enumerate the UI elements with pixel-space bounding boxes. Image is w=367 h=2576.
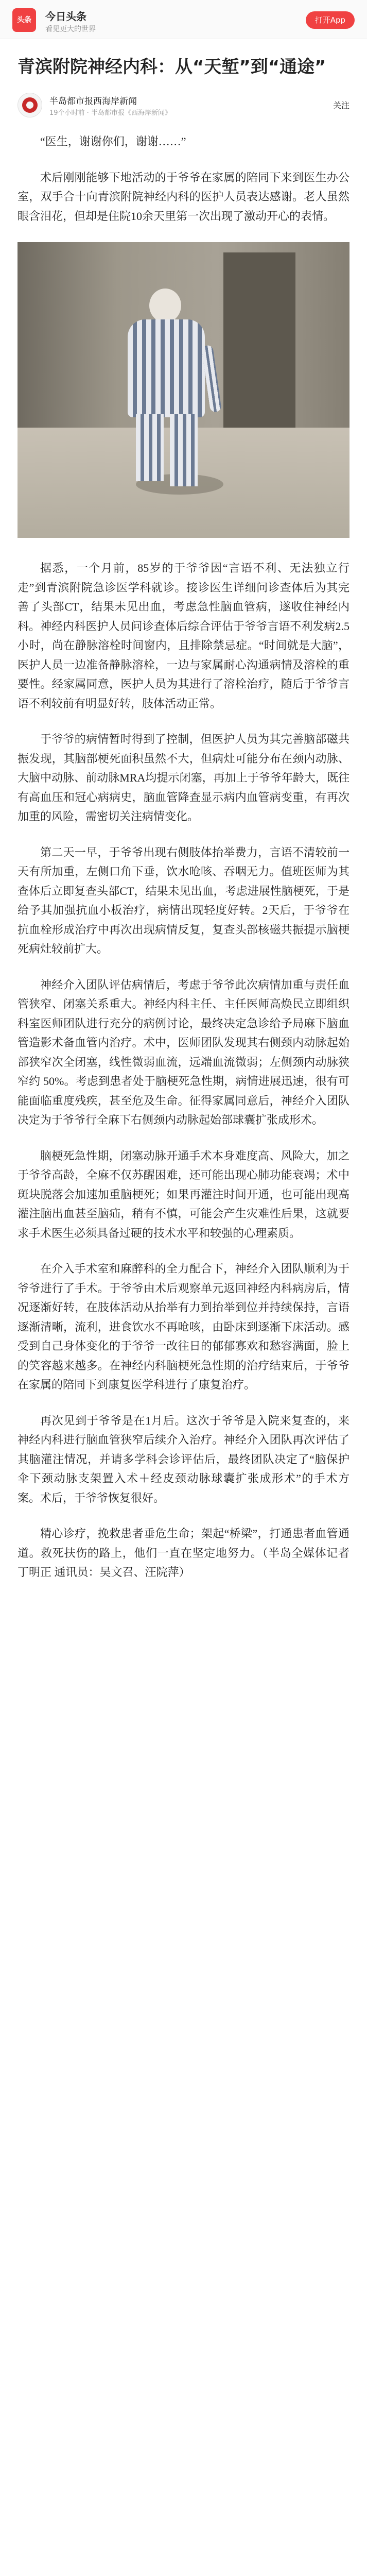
article-paragraph: 在介入手术室和麻醉科的全力配合下，神经介入团队顺利为于爷爷进行了手术。于爷爷由术后观察单元返回神经内科病房后，情况逐渐好转，在肢体活动从抬举有力到抬举到位并持续保持，言语逐渐清晰，流利，进食饮水不再呛咳，由卧床到逐渐下床活动。感受到自己身体变化的于爷爷一改往日的郁郁寡欢和愁容满面，脸上的笑容越来越多。在神经内科脑梗死急性期的治疗结束后，于爷爷在家属的陪同下到康复医学科进行了康复治疗。 bbox=[18, 1262, 349, 1392]
article-paragraph: 第二天一早，于爷爷出现右侧肢体抬举费力，言语不清较前一天有所加重，左侧口角下垂，饮水呛咳、吞咽无力。值班医师为其查体后立即复查头部CT，结果未见出血，考虑进展性脑梗死，于是给予其加强抗血小板治疗，病情出现轻度好转。2天后，于爷爷在抗血栓形成治疗中再次出现病情反复，复查头部核磁共振提示脑梗死病灶较前扩大。 bbox=[18, 845, 349, 956]
follow-button[interactable]: 关注 bbox=[333, 100, 349, 111]
author-meta: 19个小时前 · 半岛都市报《西海岸新闻》 bbox=[49, 109, 171, 117]
app-name: 今日头条 bbox=[45, 10, 86, 23]
elderly-patient-figure bbox=[115, 289, 218, 489]
article-title: 青滨附院神经内科：从“天堑”到“通途” bbox=[18, 57, 326, 77]
toutiao-logo[interactable]: 头条 bbox=[12, 8, 36, 32]
article-paragraph: 再次见到于爷爷是在1月后。这次于爷爷是入院来复查的，来神经内科进行脑血管狭窄后续介入治疗。神经介入团队再次评估了其脑灌注情况，并请多学科会诊评估后，最终团队决定了“脑保护伞下颈动脉支架置入术＋经皮颈动脉球囊扩张成形术”的手术方案。术后，于爷爷恢复很好。 bbox=[18, 1414, 349, 1504]
photo-doorway bbox=[223, 252, 295, 428]
article-photo bbox=[18, 242, 349, 538]
author-bar bbox=[18, 91, 349, 123]
article-paragraph: 神经介入团队评估病情后，考虑于爷爷此次病情加重与责任血管狭窄、闭塞关系重大。神经内科主任、主任医师高焕民立即组织科室医师团队进行充分的病例讨论，最终决定急诊给予局麻下脑血管造影术备血管内治疗。术中，医师团队发现其右侧颈内动脉起始部狭窄次全闭塞，线性微弱血流，远端血流微弱；左侧颈内动脉狭窄约 50%。考虑到患者处于脑梗死急性期，病情进展迅速，很有可能面临重度残疾，甚至危及生命。征得家属同意后，神经介入团队决定为于爷爷行全麻下右侧颈内动脉起始部球囊扩张成形术。 bbox=[18, 978, 349, 1127]
article-paragraph: 精心诊疗，挽救患者垂危生命；架起“桥梁”，打通患者血管通道。救死扶伤的路上，他们一直在坚定地努力。（半岛全媒体记者 丁明正 通讯员：吴文召、汪院萍） bbox=[18, 1527, 350, 1579]
article-paragraph: “医生，谢谢你们，谢谢……” bbox=[40, 135, 186, 148]
author-name[interactable]: 半岛都市报西海岸新闻 bbox=[49, 96, 137, 107]
article-paragraph: 于爷爷的病情暂时得到了控制，但医护人员为其完善脑部磁共振发现，其脑部梗死面积虽然不大，但病灶可能分布在颈内动脉、大脑中动脉、前动脉MRA均提示闭塞，再加上于爷爷年龄大，既往有高血压和冠心病病史，脑血管降查显示病内血管病变重，有再次加重的风险，需密切关注病情变化。 bbox=[18, 733, 349, 823]
open-app-button[interactable]: 打开App bbox=[306, 11, 355, 29]
article-paragraph: 术后刚刚能够下地活动的于爷爷在家属的陪同下来到医生办公室，双手合十向青滨附院神经内科的医护人员表达感谢。老人虽然眼含泪花，但却是住院10余天里第一次出现了激动开心的表情。 bbox=[18, 171, 349, 223]
app-slogan: 看见更大的世界 bbox=[45, 25, 96, 33]
article-paragraph: 据悉，一个月前，85岁的于爷爷因“言语不利、无法独立行走”到青滨附院急诊医学科就诊。接诊医生详细问诊查体后为其完善了头部CT，结果未见出血，考虑急性脑血管病，遂收住神经内科。神经内科医护人员问诊查体后综合评估于爷爷言语不利发病2.5小时，尚在静脉溶栓时间窗内，且排除禁忌症。“时间就是大脑”，医护人员一边准备静脉溶栓，一边与家属耐心沟通病情及溶栓的重要性。经家属同意，医护人员为其进行了溶栓治疗，随后于爷爷言语不利较前有明显好转，肢体活动正常。 bbox=[18, 562, 349, 710]
article-paragraph: 脑梗死急性期，闭塞动脉开通手术本身难度高、风险大，加之于爷爷高龄，全麻不仅苏醒困难，还可能出现心肺功能衰竭；术中斑块脱落会加速加重脑梗死；如果再灌注时间开通，也可能出现高灌注脑出血甚至脑疝，稍有不慎，可能会产生灾难性后果，这就要求手术医生必须具备过硬的技术水平和较强的心理素质。 bbox=[18, 1149, 349, 1240]
peninsula-logo-icon[interactable] bbox=[18, 93, 42, 117]
app-header bbox=[0, 0, 367, 39]
